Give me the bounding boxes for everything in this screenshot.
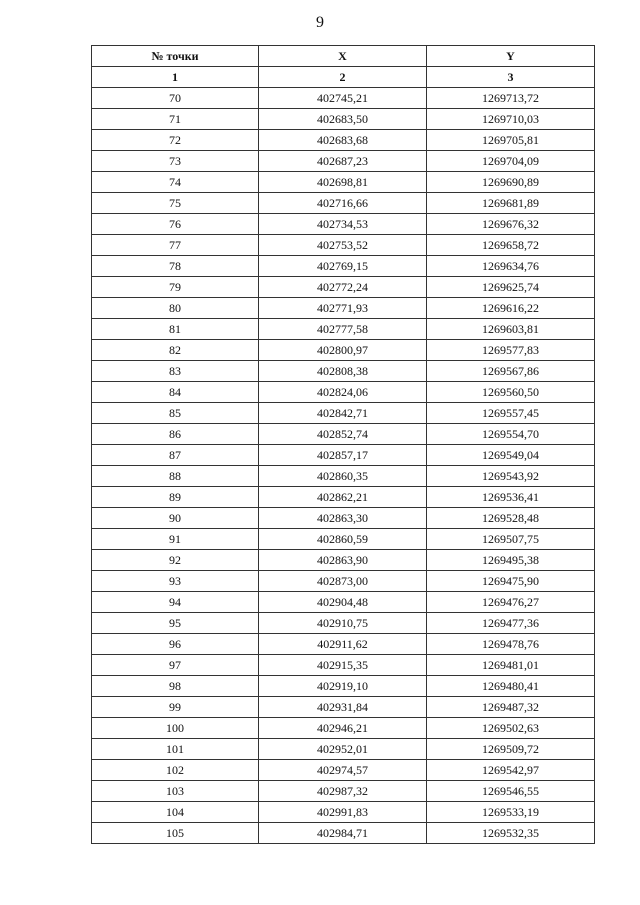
table-row: [92, 781, 595, 802]
column-number: 3: [427, 67, 595, 88]
table-row: [92, 340, 595, 361]
table-row: [92, 151, 595, 172]
y-coordinate-cell: 1269634,76: [427, 256, 595, 277]
point-number-cell: 99: [92, 697, 259, 718]
y-coordinate-cell: 1269507,75: [427, 529, 595, 550]
y-coordinate-cell: 1269625,74: [427, 277, 595, 298]
y-coordinate-cell: 1269502,63: [427, 718, 595, 739]
x-coordinate-cell: 402698,81: [259, 172, 427, 193]
x-coordinate-cell: 402824,06: [259, 382, 427, 403]
x-coordinate-cell: 402683,50: [259, 109, 427, 130]
y-coordinate-cell: 1269477,36: [427, 613, 595, 634]
table-row: [92, 172, 595, 193]
point-number-cell: 74: [92, 172, 259, 193]
y-coordinate-cell: 1269616,22: [427, 298, 595, 319]
y-coordinate-cell: 1269533,19: [427, 802, 595, 823]
point-number-cell: 92: [92, 550, 259, 571]
y-coordinate-cell: 1269681,89: [427, 193, 595, 214]
point-number-cell: 102: [92, 760, 259, 781]
page-number: 9: [316, 14, 324, 31]
x-coordinate-cell: 402931,84: [259, 697, 427, 718]
y-coordinate-cell: 1269532,35: [427, 823, 595, 844]
x-coordinate-cell: 402984,71: [259, 823, 427, 844]
point-number-cell: 88: [92, 466, 259, 487]
x-coordinate-cell: 402919,10: [259, 676, 427, 697]
table-row: [92, 445, 595, 466]
table-row: [92, 487, 595, 508]
y-coordinate-cell: 1269487,32: [427, 697, 595, 718]
point-number-cell: 79: [92, 277, 259, 298]
table-row: [92, 424, 595, 445]
y-coordinate-cell: 1269536,41: [427, 487, 595, 508]
x-coordinate-cell: 402863,30: [259, 508, 427, 529]
y-coordinate-cell: 1269567,86: [427, 361, 595, 382]
y-coordinate-cell: 1269495,38: [427, 550, 595, 571]
point-number-cell: 73: [92, 151, 259, 172]
x-coordinate-cell: 402852,74: [259, 424, 427, 445]
table-row: [92, 823, 595, 844]
x-coordinate-cell: 402769,15: [259, 256, 427, 277]
x-coordinate-cell: 402860,35: [259, 466, 427, 487]
y-coordinate-cell: 1269528,48: [427, 508, 595, 529]
x-coordinate-cell: 402987,32: [259, 781, 427, 802]
point-number-cell: 91: [92, 529, 259, 550]
point-number-cell: 71: [92, 109, 259, 130]
point-number-cell: 70: [92, 88, 259, 109]
table-row: [92, 382, 595, 403]
y-coordinate-cell: 1269676,32: [427, 214, 595, 235]
y-coordinate-cell: 1269710,03: [427, 109, 595, 130]
table-row: [92, 802, 595, 823]
x-coordinate-cell: 402946,21: [259, 718, 427, 739]
table-row: [92, 760, 595, 781]
x-coordinate-cell: 402745,21: [259, 88, 427, 109]
table-row: [92, 298, 595, 319]
x-coordinate-cell: 402808,38: [259, 361, 427, 382]
table-row: [92, 88, 595, 109]
table-header-row: [92, 46, 595, 67]
x-coordinate-cell: 402771,93: [259, 298, 427, 319]
table-row: [92, 529, 595, 550]
column-number-row: [92, 67, 595, 88]
point-number-cell: 101: [92, 739, 259, 760]
point-number-cell: 90: [92, 508, 259, 529]
point-number-cell: 83: [92, 361, 259, 382]
point-number-cell: 100: [92, 718, 259, 739]
header-y: Y: [427, 46, 595, 67]
x-coordinate-cell: 402734,53: [259, 214, 427, 235]
x-coordinate-cell: 402860,59: [259, 529, 427, 550]
point-number-cell: 105: [92, 823, 259, 844]
table-row: [92, 193, 595, 214]
x-coordinate-cell: 402863,90: [259, 550, 427, 571]
table-row: [92, 718, 595, 739]
table-row: [92, 466, 595, 487]
table-row: [92, 634, 595, 655]
point-number-cell: 85: [92, 403, 259, 424]
x-coordinate-cell: 402915,35: [259, 655, 427, 676]
y-coordinate-cell: 1269478,76: [427, 634, 595, 655]
point-number-cell: 103: [92, 781, 259, 802]
point-number-cell: 87: [92, 445, 259, 466]
y-coordinate-cell: 1269546,55: [427, 781, 595, 802]
x-coordinate-cell: 402873,00: [259, 571, 427, 592]
y-coordinate-cell: 1269476,27: [427, 592, 595, 613]
point-number-cell: 72: [92, 130, 259, 151]
point-number-cell: 82: [92, 340, 259, 361]
table-row: [92, 109, 595, 130]
table-row: [92, 403, 595, 424]
header-point-number: № точки: [92, 46, 259, 67]
table-row: [92, 655, 595, 676]
header-x: X: [259, 46, 427, 67]
x-coordinate-cell: 402842,71: [259, 403, 427, 424]
point-number-cell: 95: [92, 613, 259, 634]
table-row: [92, 277, 595, 298]
table-row: [92, 130, 595, 151]
y-coordinate-cell: 1269603,81: [427, 319, 595, 340]
table-body: [92, 67, 595, 844]
point-number-cell: 76: [92, 214, 259, 235]
x-coordinate-cell: 402952,01: [259, 739, 427, 760]
point-number-cell: 98: [92, 676, 259, 697]
column-number: 2: [259, 67, 427, 88]
table-row: [92, 550, 595, 571]
table-row: [92, 739, 595, 760]
y-coordinate-cell: 1269543,92: [427, 466, 595, 487]
point-number-cell: 96: [92, 634, 259, 655]
point-number-cell: 78: [92, 256, 259, 277]
table-row: [92, 676, 595, 697]
y-coordinate-cell: 1269713,72: [427, 88, 595, 109]
point-number-cell: 75: [92, 193, 259, 214]
x-coordinate-cell: 402683,68: [259, 130, 427, 151]
x-coordinate-cell: 402777,58: [259, 319, 427, 340]
x-coordinate-cell: 402716,66: [259, 193, 427, 214]
y-coordinate-cell: 1269704,09: [427, 151, 595, 172]
x-coordinate-cell: 402772,24: [259, 277, 427, 298]
y-coordinate-cell: 1269480,41: [427, 676, 595, 697]
table-row: [92, 697, 595, 718]
table-row: [92, 235, 595, 256]
y-coordinate-cell: 1269577,83: [427, 340, 595, 361]
y-coordinate-cell: 1269475,90: [427, 571, 595, 592]
point-number-cell: 77: [92, 235, 259, 256]
x-coordinate-cell: 402904,48: [259, 592, 427, 613]
x-coordinate-cell: 402911,62: [259, 634, 427, 655]
point-number-cell: 86: [92, 424, 259, 445]
point-number-cell: 97: [92, 655, 259, 676]
y-coordinate-cell: 1269509,72: [427, 739, 595, 760]
x-coordinate-cell: 402862,21: [259, 487, 427, 508]
point-number-cell: 80: [92, 298, 259, 319]
x-coordinate-cell: 402857,17: [259, 445, 427, 466]
y-coordinate-cell: 1269658,72: [427, 235, 595, 256]
point-number-cell: 104: [92, 802, 259, 823]
y-coordinate-cell: 1269690,89: [427, 172, 595, 193]
y-coordinate-cell: 1269542,97: [427, 760, 595, 781]
x-coordinate-cell: 402800,97: [259, 340, 427, 361]
x-coordinate-cell: 402910,75: [259, 613, 427, 634]
table-row: [92, 613, 595, 634]
y-coordinate-cell: 1269549,04: [427, 445, 595, 466]
table-row: [92, 508, 595, 529]
x-coordinate-cell: 402974,57: [259, 760, 427, 781]
y-coordinate-cell: 1269705,81: [427, 130, 595, 151]
table-row: [92, 361, 595, 382]
table-row: [92, 592, 595, 613]
point-number-cell: 93: [92, 571, 259, 592]
x-coordinate-cell: 402753,52: [259, 235, 427, 256]
column-number: 1: [92, 67, 259, 88]
table-row: [92, 214, 595, 235]
coordinates-table: [91, 45, 595, 844]
y-coordinate-cell: 1269560,50: [427, 382, 595, 403]
point-number-cell: 81: [92, 319, 259, 340]
point-number-cell: 94: [92, 592, 259, 613]
table-row: [92, 571, 595, 592]
table-row: [92, 256, 595, 277]
point-number-cell: 84: [92, 382, 259, 403]
table-row: [92, 319, 595, 340]
point-number-cell: 89: [92, 487, 259, 508]
y-coordinate-cell: 1269557,45: [427, 403, 595, 424]
y-coordinate-cell: 1269481,01: [427, 655, 595, 676]
x-coordinate-cell: 402687,23: [259, 151, 427, 172]
y-coordinate-cell: 1269554,70: [427, 424, 595, 445]
x-coordinate-cell: 402991,83: [259, 802, 427, 823]
